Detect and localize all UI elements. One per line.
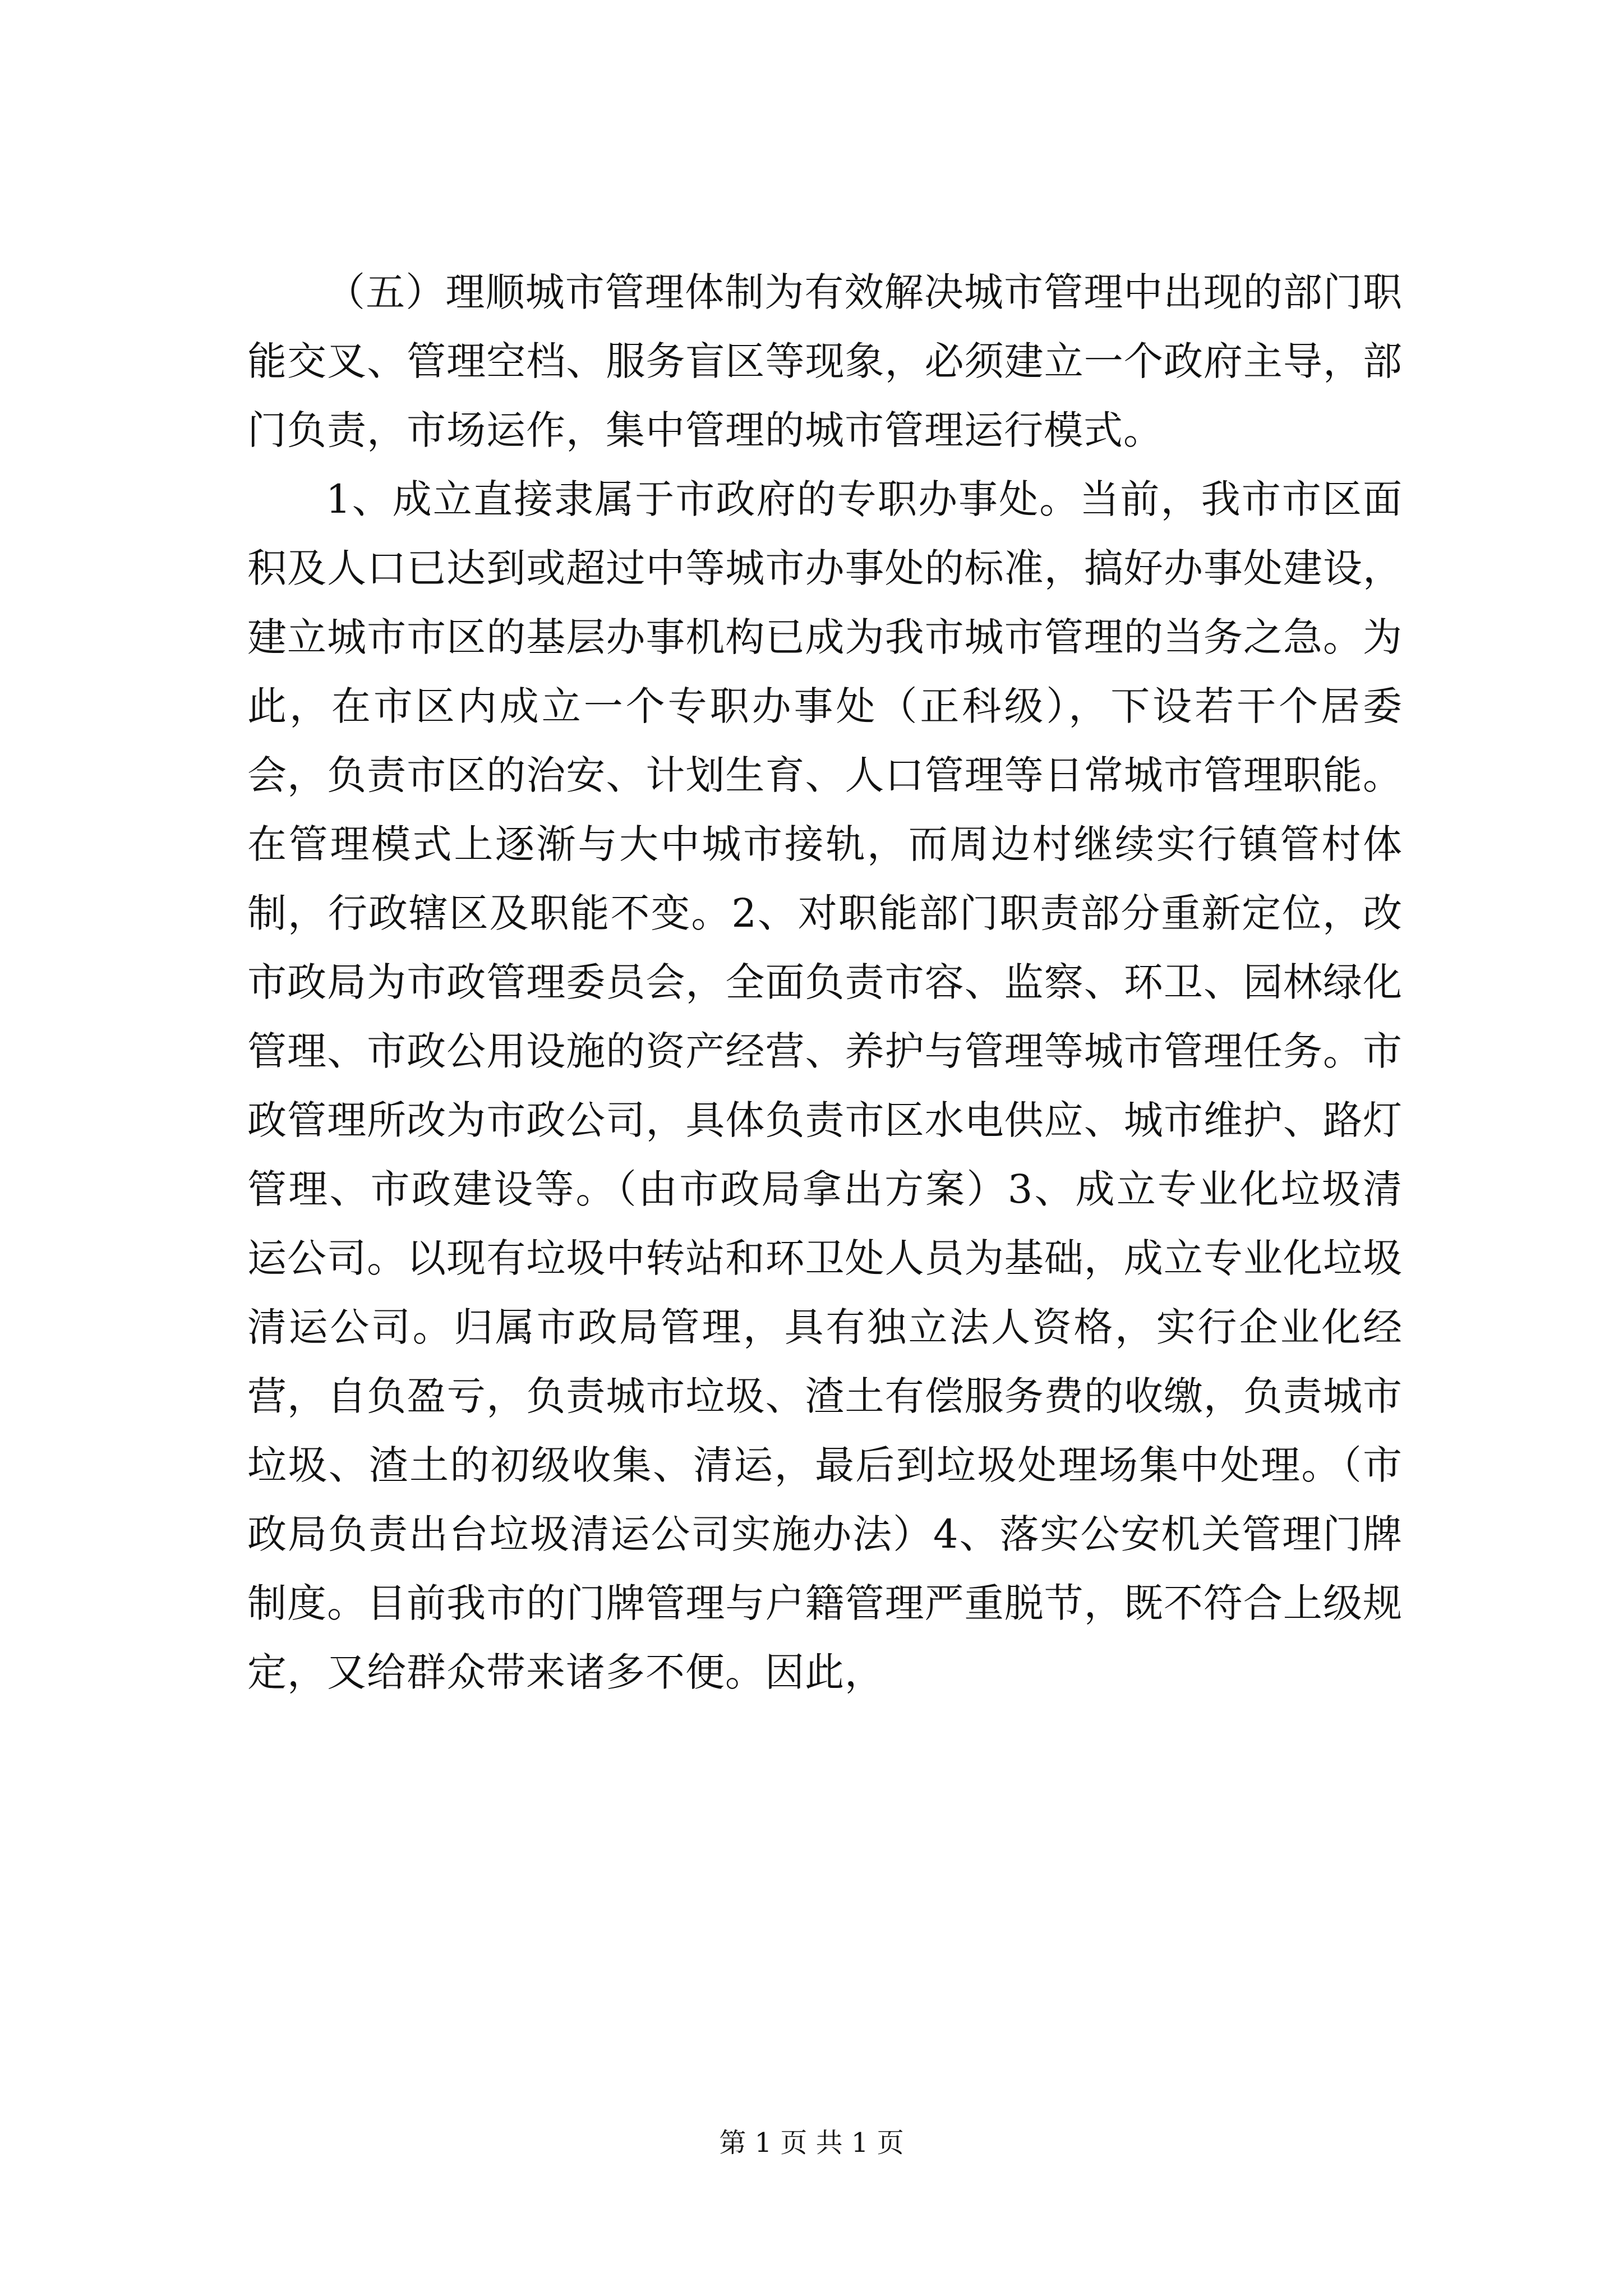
page-footer: 第 1 页 共 1 页 — [719, 2127, 904, 2159]
document-body — [247, 258, 1403, 1707]
paragraph-measures: 1、成立直接隶属于市政府的专职办事处。当前，我市市区面积及人口已达到或超过中等城市办事处的标准，搞好办事处建设，建立城市市区的基层办事机构已成为我市城市管理的当务之急。为此，在市区内成立一个专职办事处（正科级），下设若干个居委会，负责市区的治安、计划生育、人口管理等日常城市管理职能。在管理模式上逐渐与大中城市接轨，而周边村继续实行镇管村体制，行政辖区及职能不变。2、对职能部门职责部分重新定位，改市政局为市政管理委员会，全面负责市容、监察、环卫、园林绿化管理、市政公用设施的资产经营、养护与管理等城市管理任务。市政管理所改为市政公司，具体负责市区水电供应、城市维护、路灯管理、市政建设等。（由市政局拿出方案）3、成立专业化垃圾清运公司。以现有垃圾中转站和环卫处人员为基础，成立专业化垃圾清运公司。归属市政局管理，具有独立法人资格，实行企业化经营，自负盈亏，负责城市垃圾、渣土有偿服务费的收缴，负责城市垃圾、渣土的初级收集、清运，最后到垃圾处理场集中处理。（市政局负责出台垃圾清运公司实施办法）4、落实公安机关管理门牌制度。目前我市的门牌管理与户籍管理严重脱节，既不符合上级规定，又给群众带来诸多不便。因此， — [247, 476, 1403, 1695]
paragraph-section-five: （五）理顺城市管理体制为有效解决城市管理中出现的部门职能交叉、管理空档、服务盲区等现象，必须建立一个政府主导，部门负责，市场运作，集中管理的城市管理运行模式。 — [247, 269, 1403, 453]
